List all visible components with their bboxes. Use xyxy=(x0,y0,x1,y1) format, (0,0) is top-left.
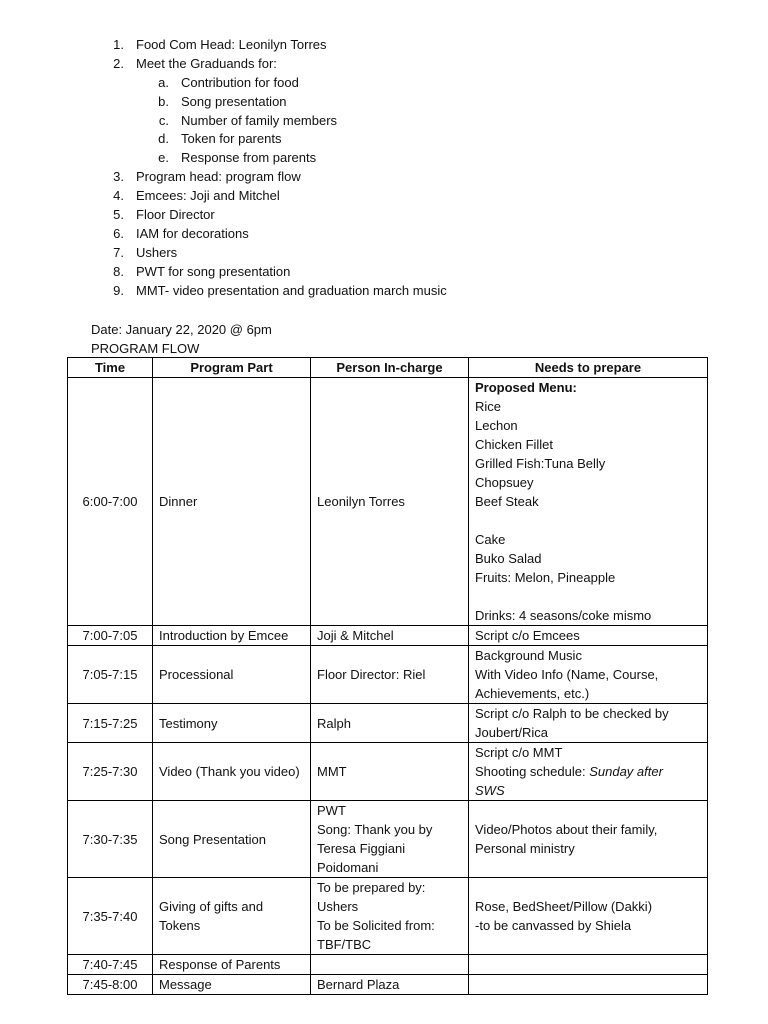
table-row xyxy=(68,626,708,646)
needs-line: Proposed Menu: xyxy=(475,380,577,395)
program-part-cell: Video (Thank you video) xyxy=(153,743,311,801)
sub-list-item xyxy=(94,74,694,93)
list-text: Token for parents xyxy=(181,131,282,147)
needs-italic-line: SWS xyxy=(475,783,505,798)
needs-line: Script c/o Ralph to be checked by xyxy=(475,706,669,721)
list-item xyxy=(94,244,694,263)
task-list xyxy=(94,36,694,300)
list-text: Food Com Head: Leonilyn Torres xyxy=(136,37,327,52)
table-row xyxy=(68,378,708,626)
needs-line: Buko Salad xyxy=(475,551,542,566)
needs-cell: Script c/o Emcees xyxy=(469,626,708,646)
sub-list-item xyxy=(94,130,694,149)
time-cell: 7:00-7:05 xyxy=(68,626,153,646)
list-text: Number of family members xyxy=(181,112,338,128)
time-cell: 7:15-7:25 xyxy=(68,704,153,743)
needs-line: Chicken Fillet xyxy=(475,437,554,452)
list-number: 2. xyxy=(113,55,124,71)
list-letter: b. xyxy=(158,93,169,109)
list-text: Program head: program flow xyxy=(136,169,301,185)
person-line: Ushers xyxy=(317,899,359,914)
program-part-cell: Dinner xyxy=(153,378,311,626)
person-line: To be Solicited from: xyxy=(317,918,435,933)
needs-cell xyxy=(469,975,708,995)
list-item xyxy=(94,282,694,301)
person-line: Teresa Figgiani xyxy=(317,841,406,856)
program-part-cell: Testimony xyxy=(153,704,311,743)
table-row xyxy=(68,878,708,955)
table-row xyxy=(68,704,708,743)
list-text: Contribution for food xyxy=(181,74,299,90)
list-text: Response from parents xyxy=(181,150,317,166)
table-row xyxy=(68,801,708,878)
time-cell: 7:45-8:00 xyxy=(68,975,153,995)
needs-cell xyxy=(469,878,708,955)
needs-line: Chopsuey xyxy=(475,475,534,490)
list-number: 7. xyxy=(113,244,124,260)
list-letter: a. xyxy=(158,74,169,90)
list-text: Meet the Graduands for: xyxy=(136,55,277,71)
person-line: To be prepared by: xyxy=(317,880,426,895)
list-text: Floor Director xyxy=(136,207,215,223)
person-cell: Floor Director: Riel xyxy=(311,646,469,704)
table-row xyxy=(68,955,708,975)
list-number: 5. xyxy=(113,207,124,223)
person-cell xyxy=(311,878,469,955)
person-cell: MMT xyxy=(311,743,469,801)
sub-list-item xyxy=(94,112,694,131)
needs-cell xyxy=(469,801,708,878)
blank-line xyxy=(475,587,701,606)
person-cell: Bernard Plaza xyxy=(311,975,469,995)
needs-line xyxy=(475,762,701,781)
list-number: 4. xyxy=(113,188,124,204)
list-text: PWT for song presentation xyxy=(136,263,291,279)
needs-line: Fruits: Melon, Pineapple xyxy=(475,570,616,585)
program-part-cell: Giving of gifts and Tokens xyxy=(153,878,311,955)
event-heading xyxy=(91,320,272,358)
needs-line: Joubert/Rica xyxy=(475,725,548,740)
program-part-cell: Response of Parents xyxy=(153,955,311,975)
column-header-program-part: Program Part xyxy=(153,358,311,378)
list-text: Emcees: Joji and Mitchel xyxy=(136,188,280,204)
table-row xyxy=(68,975,708,995)
blank-line xyxy=(475,511,701,530)
list-text: MMT- video presentation and graduation march music xyxy=(136,282,447,298)
needs-line: Grilled Fish:Tuna Belly xyxy=(475,456,606,471)
person-cell: Ralph xyxy=(311,704,469,743)
person-line: TBF/TBC xyxy=(317,937,372,952)
program-flow-title: PROGRAM FLOW xyxy=(91,341,200,356)
needs-line: Drinks: 4 seasons/coke mismo xyxy=(475,608,652,623)
needs-line: Cake xyxy=(475,532,506,547)
list-letter: c. xyxy=(158,112,169,128)
date-line: Date: January 22, 2020 @ 6pm xyxy=(91,322,272,337)
time-cell: 7:25-7:30 xyxy=(68,743,153,801)
list-item xyxy=(94,55,694,74)
list-number: 3. xyxy=(113,169,124,185)
needs-line: Script c/o MMT xyxy=(475,745,563,760)
program-part-cell: Song Presentation xyxy=(153,801,311,878)
program-flow-table xyxy=(67,357,708,995)
list-number: 6. xyxy=(113,225,124,241)
list-number: 8. xyxy=(113,263,124,279)
needs-cell xyxy=(469,955,708,975)
needs-line: With Video Info (Name, Course, xyxy=(475,667,659,682)
time-cell: 6:00-7:00 xyxy=(68,378,153,626)
program-part-cell: Introduction by Emcee xyxy=(153,626,311,646)
list-text: IAM for decorations xyxy=(136,225,249,241)
person-cell xyxy=(311,801,469,878)
list-item xyxy=(94,168,694,187)
list-item xyxy=(94,263,694,282)
needs-line: Background Music xyxy=(475,648,582,663)
list-item xyxy=(94,36,694,55)
list-item xyxy=(94,187,694,206)
person-line: Song: Thank you by xyxy=(317,822,433,837)
needs-line: Rose, BedSheet/Pillow (Dakki) xyxy=(475,899,653,914)
needs-line: Rice xyxy=(475,399,502,414)
time-cell: 7:35-7:40 xyxy=(68,878,153,955)
needs-line: -to be canvassed by Shiela xyxy=(475,918,632,933)
column-header-time: Time xyxy=(68,358,153,378)
program-part-cell: Message xyxy=(153,975,311,995)
table-header-row xyxy=(68,358,708,378)
table-row xyxy=(68,646,708,704)
person-cell: Leonilyn Torres xyxy=(311,378,469,626)
list-item xyxy=(94,225,694,244)
list-letter: e. xyxy=(158,150,169,166)
needs-text: Shooting schedule: xyxy=(475,764,590,779)
person-line: PWT xyxy=(317,803,346,818)
needs-cell xyxy=(469,743,708,801)
column-header-needs: Needs to prepare xyxy=(469,358,708,378)
person-line: Poidomani xyxy=(317,860,379,875)
list-number: 9. xyxy=(113,282,124,298)
needs-cell xyxy=(469,704,708,743)
needs-line: Video/Photos about their family, xyxy=(475,822,658,837)
person-cell: Joji & Mitchel xyxy=(311,626,469,646)
needs-cell xyxy=(469,646,708,704)
needs-line: Personal ministry xyxy=(475,841,575,856)
table-row xyxy=(68,743,708,801)
sub-list-item xyxy=(94,149,694,168)
time-cell: 7:40-7:45 xyxy=(68,955,153,975)
needs-line: Beef Steak xyxy=(475,494,539,509)
program-part-cell: Processional xyxy=(153,646,311,704)
list-text: Ushers xyxy=(136,244,178,260)
sub-list-item xyxy=(94,93,694,112)
needs-line: Achievements, etc.) xyxy=(475,686,590,701)
needs-italic-text: Sunday after xyxy=(589,764,663,779)
list-item xyxy=(94,206,694,225)
list-text: Song presentation xyxy=(181,93,287,109)
needs-cell xyxy=(469,378,708,626)
list-letter: d. xyxy=(158,131,169,147)
list-number: 1. xyxy=(113,37,124,52)
time-cell: 7:05-7:15 xyxy=(68,646,153,704)
time-cell: 7:30-7:35 xyxy=(68,801,153,878)
needs-line: Lechon xyxy=(475,418,518,433)
column-header-person: Person In-charge xyxy=(311,358,469,378)
person-cell xyxy=(311,955,469,975)
